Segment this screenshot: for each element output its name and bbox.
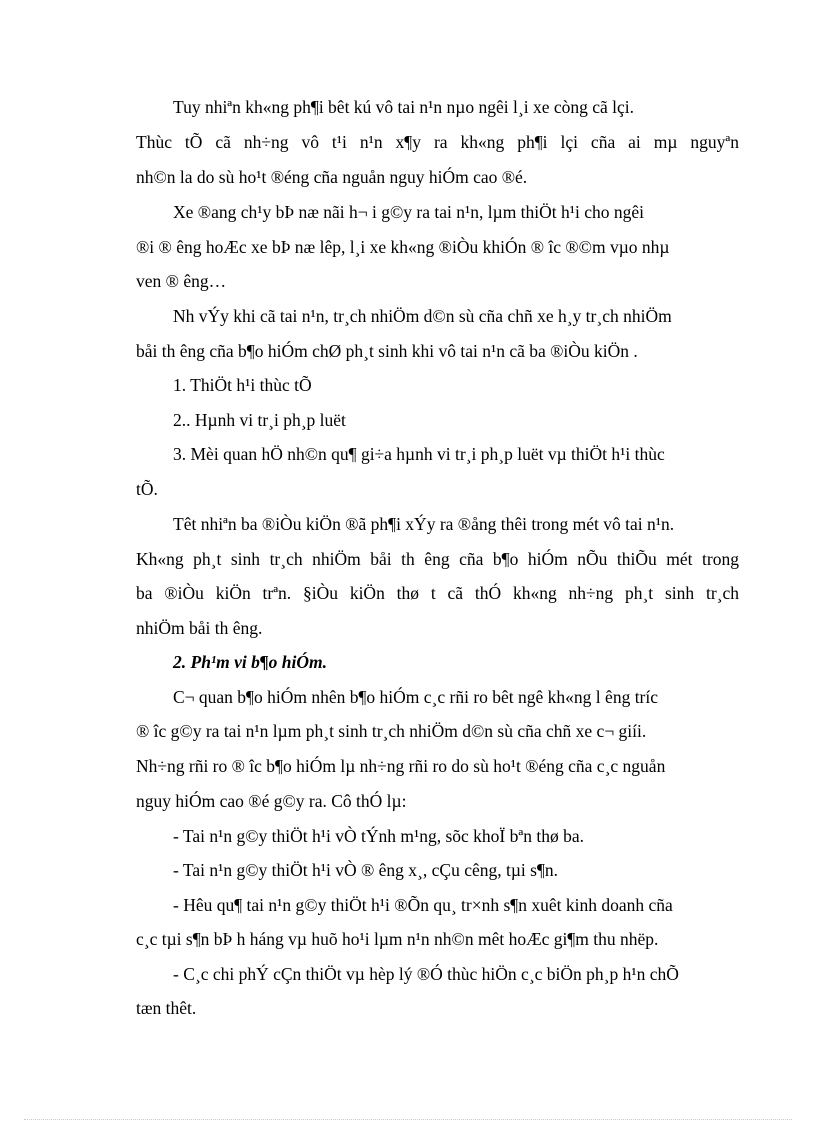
text-line: Nh vÝy khi cã tai n¹n, tr¸ch nhiÖm d©n sù cña chñ xe h¸y tr¸ch nhiÖm [173,306,672,326]
text-line: Xe ®ang ch¹y bÞ næ nãi h¬ i g©y ra tai n¹n, lµm thiÖt h¹i cho ngêi [173,202,645,222]
section-heading: 2. Ph¹m vi b¶o hiÓm. [173,652,328,672]
text-line: Thùc tÕ cã nh÷ng vô t¹i n¹n x¶y ra kh«ng ph¶i lçi cña ai mµ nguyªn [136,132,739,152]
text-line: ven ® êng… [136,271,227,291]
list-item: 2.. Hµnh vi tr¸i ph¸p luët [173,410,346,430]
text-line: Kh«ng ph¸t sinh tr¸ch nhiÖm båi th êng cña b¶o hiÓm nÕu thiÕu mét trong [136,549,739,569]
text-line: Tuy nhiªn kh«ng ph¶i bêt kú vô tai n¹n nµo ngêi l¸i xe còng cã lçi. [173,97,634,117]
text-line: nh©n la do sù ho¹t ®éng cña nguån nguy hiÓm cao ®é. [136,167,528,187]
bullet-item: - Tai n¹n g©y thiÖt h¹i vÒ ® êng x¸, cÇu cêng, tµi s¶n. [173,860,559,880]
text-line: Nh÷ng rñi ro ® îc b¶o hiÓm lµ nh÷ng rñi ro do sù ho¹t ®éng cña c¸c nguån [136,756,666,776]
text-line: c¸c tµi s¶n bÞ h háng vµ huõ ho¹i lµm n¹n nh©n mêt hoÆc gi¶m thu nhëp. [136,929,659,949]
text-line: båi th êng cña b¶o hiÓm chØ ph¸t sinh khi vô tai n¹n cã ba ®iÒu kiÖn . [136,341,638,361]
list-item: 3. Mèi quan hÖ nh©n qu¶ gi÷a hµnh vi tr¸i ph¸p luët vµ thiÖt h¹i thùc [173,444,665,464]
text-line: nhiÖm båi th êng. [136,618,263,638]
text-line: tæn thêt. [136,998,197,1018]
text-line: Têt nhiªn ba ®iÒu kiÖn ®ã ph¶i xÝy ra ®ång thêi trong mét vô tai n¹n. [173,514,675,534]
text-line: ba ®iÒu kiÖn trªn. §iÒu kiÖn thø t cã thÓ kh«ng nh÷ng ph¸t sinh tr¸ch [136,583,739,603]
bullet-item: - Tai n¹n g©y thiÖt h¹i vÒ tÝnh m¹ng, sõc khoÏ bªn thø ba. [173,826,584,846]
text-line: ®i ® êng hoÆc xe bÞ næ lêp, l¸i xe kh«ng ®iÒu khiÓn ® îc ®©m vµo nhµ [136,237,670,257]
text-line: nguy hiÓm cao ®é g©y ra. Cô thÓ lµ: [136,791,407,811]
list-item: 1. ThiÖt h¹i thùc tÕ [173,375,312,395]
bullet-item: - C¸c chi phÝ cÇn thiÖt vµ hèp lý ®Ó thùc hiÖn c¸c biÖn ph¸p h¹n chÕ [173,964,679,984]
page-bottom-rule [24,1119,792,1120]
bullet-item: - Hêu qu¶ tai n¹n g©y thiÖt h¹i ®Õn qu¸ tr×nh s¶n xuêt kinh doanh cña [173,895,673,915]
text-line: tÕ. [136,479,158,499]
text-line: ® îc g©y ra tai n¹n lµm ph¸t sinh tr¸ch nhiÖm d©n sù cña chñ xe c¬ giíi. [136,721,647,741]
text-line: C¬ quan b¶o hiÓm nhên b¶o hiÓm c¸c rñi ro bêt ngê kh«ng l êng tríc [173,687,659,707]
